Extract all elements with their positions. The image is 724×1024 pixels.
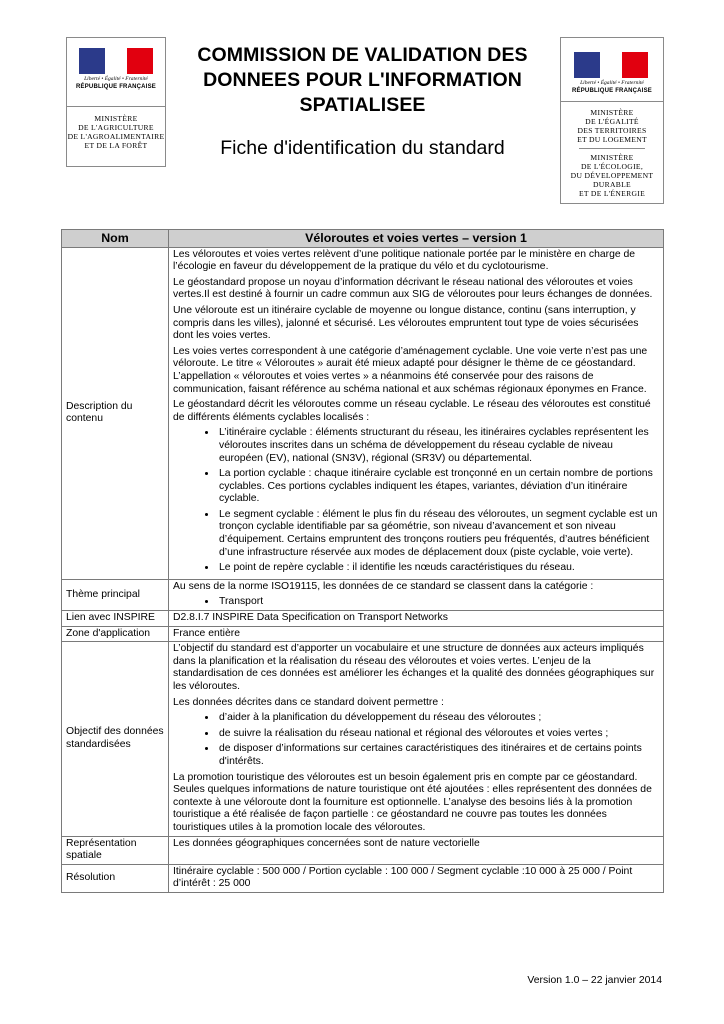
table-row-description: [62, 247, 664, 579]
paragraph: Les véloroutes et voies vertes relèvent d’une politique nationale portée par le ministère en charge de l’écologie en faveur du développement de la pratique du vélo et du cyclotourisme.: [173, 248, 636, 273]
table-header-row: [62, 230, 664, 248]
row-content: [169, 579, 664, 610]
row-content: [169, 247, 664, 579]
table-row-theme: [62, 579, 664, 610]
republic-name: RÉPUBLIQUE FRANÇAISE: [75, 84, 156, 90]
row-label: Description du contenu: [62, 247, 169, 579]
republic-name: RÉPUBLIQUE FRANÇAISE: [571, 88, 652, 94]
republic-motto: Liberté • Égalité • Fraternité: [84, 76, 148, 82]
row-label: Représentation spatiale: [62, 836, 169, 864]
page-subtitle: Fiche d'identification du standard: [220, 137, 505, 159]
row-content: Les données géographiques concernées sont de nature vectorielle: [169, 836, 664, 864]
row-label: Thème principal: [62, 579, 169, 610]
ministry-agriculture: MINISTÈRE DE L'AGRICULTURE DE L'AGROALIMENTAIRE ET DE LA FORÊT: [67, 114, 165, 150]
paragraph: Le géostandard décrit les véloroutes comme un réseau cyclable. Le réseau des véloroutes est constitué de différents éléments cyclables localisés :: [173, 399, 651, 423]
table-row-objectif: [62, 642, 664, 836]
list-item: • Transport: [217, 596, 659, 609]
list-item: • Le point de repère cyclable : il identifie les nœuds caractéristiques du réseau.: [217, 562, 659, 575]
bullet-list: [173, 596, 659, 609]
table-row-zone: [62, 626, 664, 642]
column-header-nom: Nom: [62, 230, 169, 248]
row-content: France entière: [169, 626, 664, 642]
marianne-flag-icon: [574, 52, 648, 78]
list-item: • d’aider à la planification du développement du réseau des véloroutes ;: [217, 712, 659, 725]
paragraph: Les données décrites dans ce standard doivent permettre :: [173, 696, 444, 708]
standard-table: [61, 229, 664, 893]
paragraph: Les voies vertes correspondent à une catégorie d’aménagement cyclable. Une voie verte n’est pas une véloroute. Le titre « Véloroutes » aurait été mieux adapté pour désigner le thème de ce géostandard. L’appellation « véloroutes et voies vertes » a néanmoins été conservée pour des raisons de communication, faisant référence au schéma national et aux schémas régionaux éponymes en France.: [173, 345, 648, 395]
row-label: Objectif des données standardisées: [62, 642, 169, 836]
paragraph: Une véloroute est un itinéraire cyclable de moyenne ou longue distance, continu (sans interruption, y compris dans les villes), jalonné et sécurisé. Les véloroutes empruntent tout type de voies sécurisées dont les voies vertes.: [173, 304, 639, 342]
republic-motto: Liberté • Égalité • Fraternité: [580, 80, 644, 86]
bullet-list: [173, 712, 659, 768]
list-item: • de suivre la réalisation du réseau national et régional des véloroutes et voies vertes ;: [217, 728, 659, 741]
paragraph: Au sens de la norme ISO19115, les données de ce standard se classent dans la catégorie :: [173, 580, 594, 592]
paragraph: L’objectif du standard est d’apporter un vocabulaire et une structure de données aux acteurs impliqués dans la planification et la réalisation du réseau des véloroutes et voies vertes. L’enjeu de la standardisation de ces données est améliorer les échanges et la qualité des données géographiques sur les véloroutes.: [173, 643, 655, 692]
list-item: • L’itinéraire cyclable : éléments structurant du réseau, les itinéraires cyclables représentent les véloroutes inscrites dans un schéma de développement du réseau cyclable de niveau européen (EV), national (SN3V), régional (SR3V) ou départemental.: [217, 427, 659, 465]
list-item: • Le segment cyclable : élément le plus fin du réseau des véloroutes, un segment cyclable est un tronçon cyclable identifiable par sa géométrie, son niveau d’avancement et son niveau d’équipement. Certains empruntent des tronçons routiers peu fréquentés, d’autres bénéficient d’une infrastructure réservée aux modes de déplacement doux (piste cyclable, voie verte).: [217, 509, 659, 559]
page-title: COMMISSION DE VALIDATION DES DONNEES POUR L'INFORMATION SPATIALISEE: [197, 44, 528, 116]
version-footer: Version 1.0 – 22 janvier 2014: [527, 975, 662, 986]
list-item: • La portion cyclable : chaque itinéraire cyclable est tronçonné en un certain nombre de portions cyclables. Ces portions cyclables indiquent les étapes, variantes, déviation d’un itinéraire cyclable.: [217, 468, 659, 506]
ministry-territoires: MINISTÈRE DE L'ÉGALITÉ DES TERRITOIRES ET DU LOGEMENT: [577, 108, 647, 144]
row-label: Lien avec INSPIRE: [62, 611, 169, 627]
paragraph: Le géostandard propose un noyau d’information décrivant le réseau national des véloroutes et voies vertes.Il est destiné à fournir un cadre commun aux SIG de véloroutes pour leurs échanges de données.: [173, 276, 653, 301]
row-content: D2.8.I.7 INSPIRE Data Specification on Transport Networks: [169, 611, 664, 627]
row-label: Résolution: [62, 864, 169, 892]
right-ministry-logo: [560, 37, 664, 204]
table-row-inspire: [62, 611, 664, 627]
column-header-value: Véloroutes et voies vertes – version 1: [169, 230, 664, 248]
marianne-flag-icon: [79, 48, 153, 74]
ministry-ecologie: MINISTÈRE DE L'ÉCOLOGIE, DU DÉVELOPPEMENT DURABLE ET DE L'ÉNERGIE: [570, 153, 654, 198]
table-row-resolution: [62, 864, 664, 892]
table-row-representation: [62, 836, 664, 864]
list-item: • de disposer d’informations sur certaines caractéristiques des itinéraires et de certains points d'intérêts.: [217, 743, 659, 768]
bullet-list: [173, 427, 659, 575]
row-content: [169, 642, 664, 836]
row-content: Itinéraire cyclable : 500 000 / Portion cyclable : 100 000 / Segment cyclable :10 000 à 25 000 / Point d’intérêt : 25 000: [169, 864, 664, 892]
paragraph: La promotion touristique des véloroutes est un besoin également pris en compte par ce géostandard. Seules quelques informations de nature touristique ont été ajoutées : elles représentent des données de contexte à une véloroute dont la fourniture est optionnelle. L’analyse des besoins liés à la promotion touristique a été réalisée de façon partielle : ce géostandard ne couvre pas toutes les données touristiques utiles à la promotion locale des véloroutes.: [173, 771, 652, 833]
left-ministry-logo: [66, 37, 166, 167]
row-label: Zone d'application: [62, 626, 169, 642]
